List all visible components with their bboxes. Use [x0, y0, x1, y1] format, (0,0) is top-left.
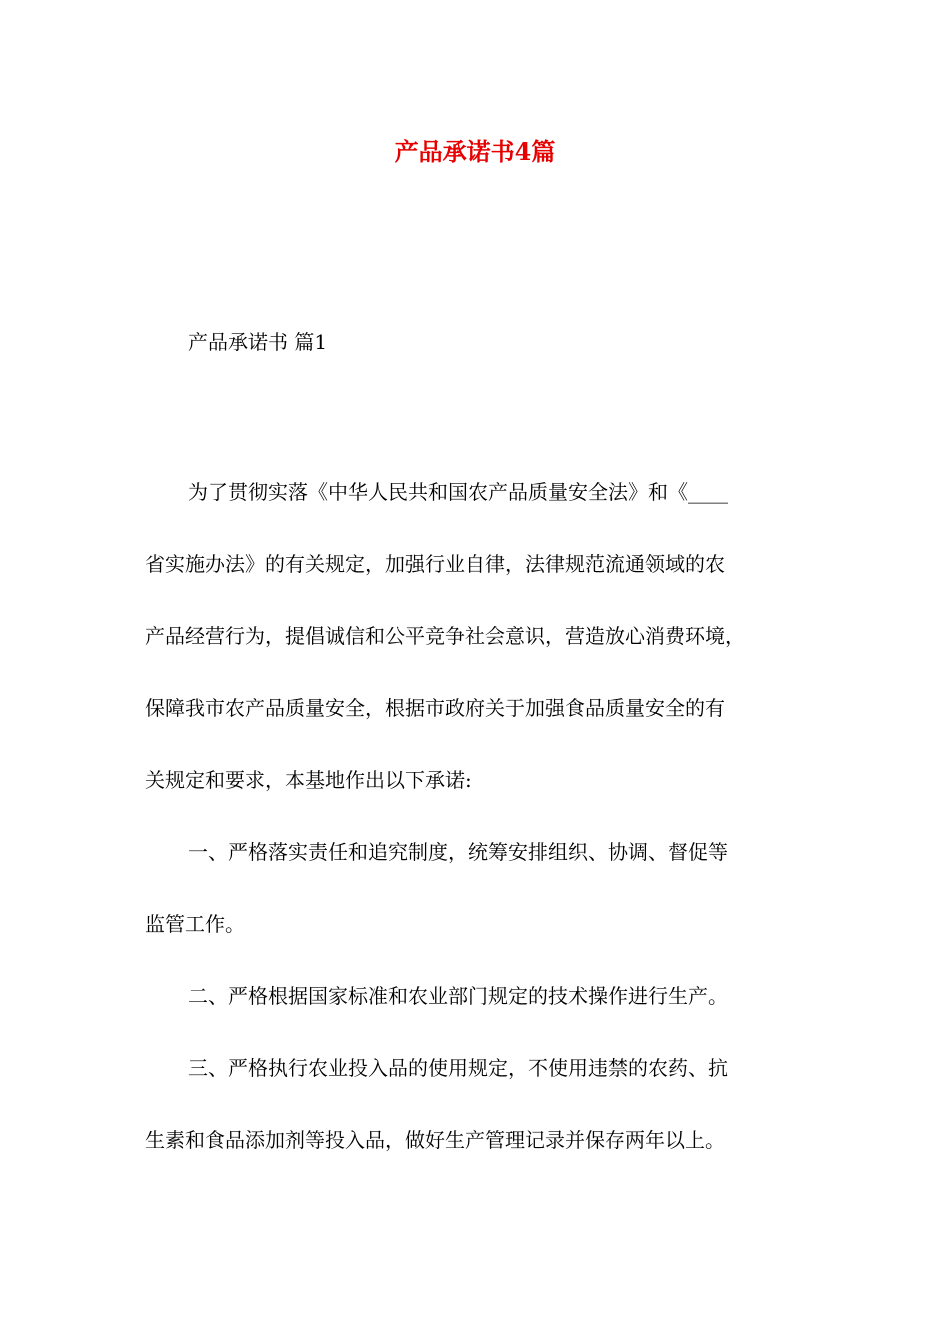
paragraph-line: 二、严格根据国家标准和农业部门规定的技术操作进行生产。: [188, 984, 728, 1008]
paragraph-line: 监管工作。: [145, 912, 245, 936]
paragraph-line: 生素和食品添加剂等投入品，做好生产管理记录并保存两年以上。: [145, 1128, 725, 1152]
paragraph-line: 保障我市农产品质量安全，根据市政府关于加强食品质量安全的有: [145, 696, 725, 720]
section-heading: 产品承诺书 篇1: [188, 330, 328, 354]
page-title: 产品承诺书4篇: [394, 137, 556, 166]
paragraph-line: 关规定和要求，本基地作出以下承诺:: [145, 768, 472, 792]
paragraph-line: 一、严格落实责任和追究制度，统筹安排组织、协调、督促等: [188, 840, 728, 864]
paragraph-line: 为了贯彻实落《中华人民共和国农产品质量安全法》和《____: [188, 480, 728, 504]
paragraph-line: 三、严格执行农业投入品的使用规定，不使用违禁的农药、抗: [188, 1056, 728, 1080]
paragraph-line: 产品经营行为，提倡诚信和公平竞争社会意识，营造放心消费环境，: [145, 624, 745, 648]
paragraph-line: 省实施办法》的有关规定，加强行业自律，法律规范流通领域的农: [145, 552, 725, 576]
